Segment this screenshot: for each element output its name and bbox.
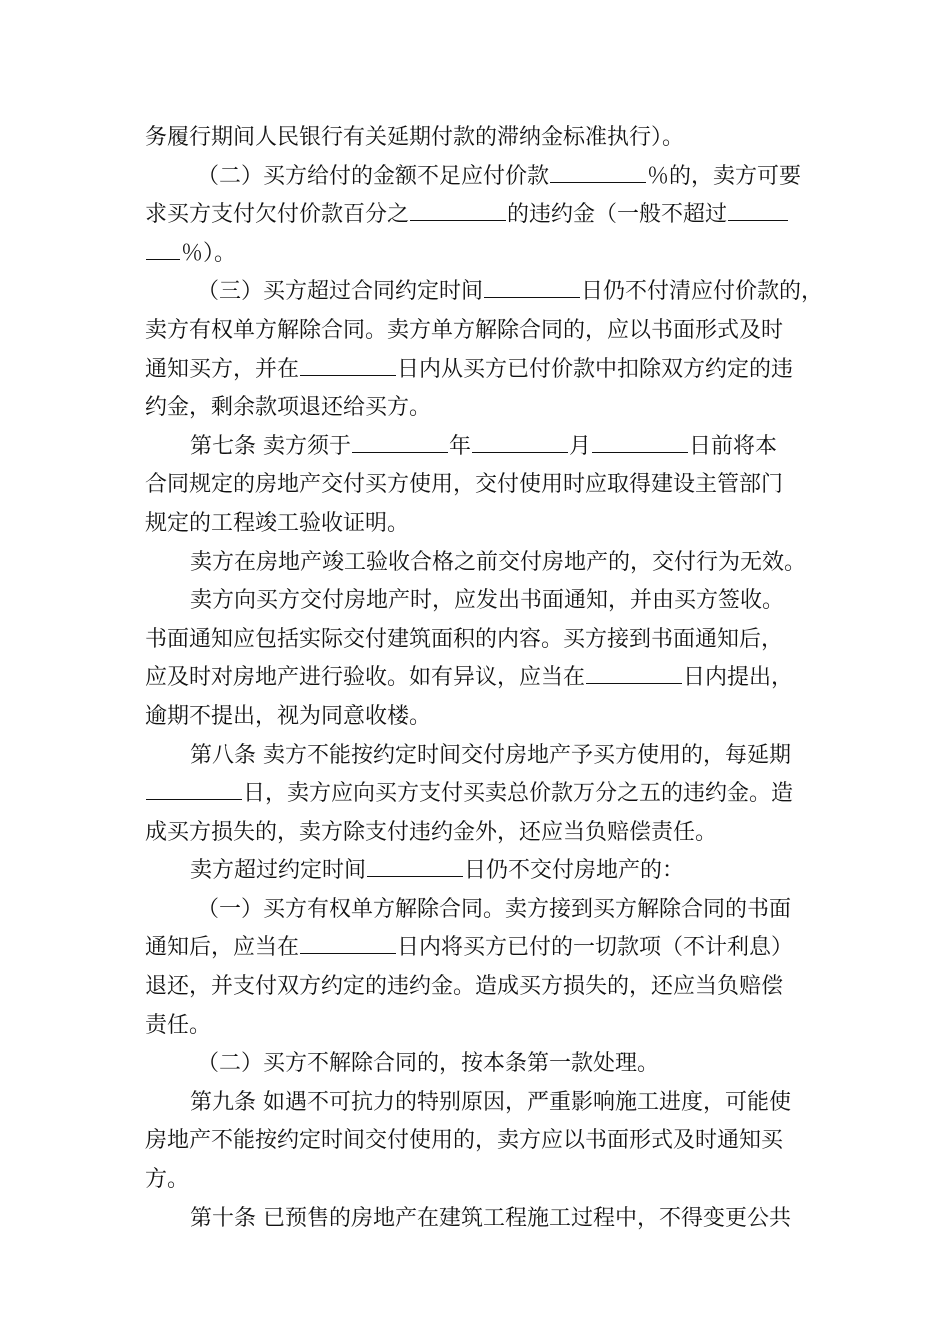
text-segment: 日，卖方应向买方支付买卖总价款万分之五的违约金。造 [243,781,794,807]
text-line [145,775,810,814]
fill-blank[interactable] [472,428,568,453]
text-segment: 日前将本 [689,433,778,459]
text-segment: （二）买方给付的金额不足应付价款 [197,163,550,189]
text-line: 卖方向买方交付房地产时，应发出书面通知，并由买方签收。 [190,588,785,614]
text-line: 退还，并支付双方约定的违约金。造成买方损失的，还应当负赔偿 [145,974,784,1000]
text-line: 规定的工程竣工验收证明。 [145,510,410,536]
contract-body [145,119,824,1238]
text-line [145,196,810,235]
fill-blank[interactable] [146,235,180,260]
fill-blank[interactable] [352,428,448,453]
fill-blank[interactable] [300,929,396,954]
text-segment: 第七条 卖方须于 [190,433,351,459]
text-line [145,158,810,197]
text-line: 第九条 如遇不可抗力的特别原因，严重影响施工进度，可能使 [190,1089,791,1115]
text-line: 逾期不提出，视为同意收楼。 [145,703,432,729]
text-line: 合同规定的房地产交付买方使用，交付使用时应取得建设主管部门 [145,472,784,498]
fill-blank[interactable] [146,775,242,800]
fill-blank[interactable] [728,196,788,221]
fill-blank[interactable] [592,428,688,453]
text-line: 书面通知应包括实际交付建筑面积的内容。买方接到书面通知后， [145,626,784,652]
fill-blank[interactable] [586,659,682,684]
fill-blank[interactable] [367,852,463,877]
text-line: 卖方有权单方解除合同。卖方单方解除合同的，应以书面形式及时 [145,317,784,343]
text-line: （一）买方有权单方解除合同。卖方接到买方解除合同的书面 [197,896,792,922]
text-line: 约金，剩余款项退还给买方。 [145,395,432,421]
text-line: 房地产不能按约定时间交付使用的，卖方应以书面形式及时通知买 [145,1128,784,1154]
text-segment: 日内将买方已付的一切款项（不计利息） [397,935,794,961]
text-line [145,659,810,698]
text-segment: 通知后，应当在 [145,935,300,961]
text-segment: 求买方支付欠付价款百分之 [145,202,410,228]
text-segment: 日内提出， [683,665,794,691]
fill-blank[interactable] [484,273,580,298]
text-segment: 月 [569,433,592,459]
text-line [145,235,810,274]
text-segment: 应及时对房地产进行验收。如有异议，应当在 [145,665,586,691]
text-segment: ％的，卖方可要 [647,163,802,189]
text-line: （二）买方不解除合同的，按本条第一款处理。 [197,1051,660,1077]
text-line: 成买方损失的，卖方除支付违约金外，还应当负赔偿责任。 [145,819,718,845]
text-segment: 年 [449,433,472,459]
text-segment: 日仍不付清应付价款的， [581,279,824,305]
text-segment: ％）。 [181,240,237,266]
text-line [145,273,824,312]
text-segment: 卖方超过约定时间 [190,858,367,884]
text-line: 务履行期间人民银行有关延期付款的滞纳金标准执行）。 [145,125,685,150]
text-line [145,852,810,891]
fill-blank[interactable] [410,196,506,221]
text-line: 第八条 卖方不能按约定时间交付房地产予买方使用的，每延期 [190,742,791,768]
text-line [145,351,810,390]
fill-blank[interactable] [300,351,396,376]
text-segment: 的违约金（一般不超过 [507,202,728,228]
text-segment: （三）买方超过合同约定时间 [197,279,484,305]
text-line [145,428,810,467]
text-line [145,929,810,968]
text-line: 卖方在房地产竣工验收合格之前交付房地产的，交付行为无效。 [190,549,807,575]
text-segment: 通知买方，并在 [145,356,300,382]
text-segment: 日仍不交付房地产的： [464,858,685,884]
fill-blank[interactable] [550,158,646,183]
text-segment: 日内从买方已付价款中扣除双方约定的违 [397,356,794,382]
text-line: 方。 [145,1167,190,1193]
text-line: 第十条 已预售的房地产在建筑工程施工过程中，不得变更公共 [190,1205,791,1231]
text-line: 责任。 [145,1012,212,1038]
